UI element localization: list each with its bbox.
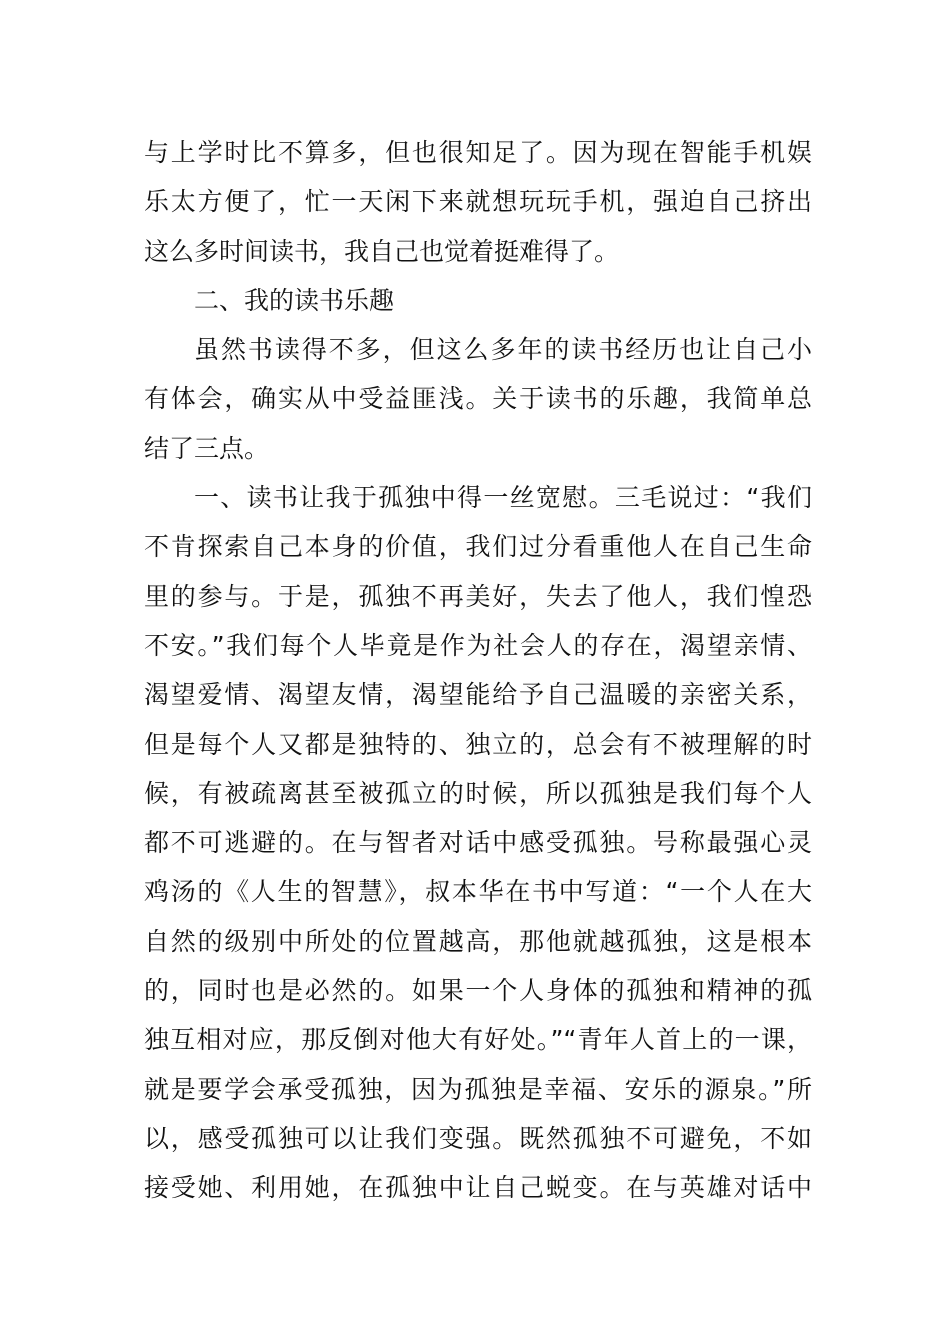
text-line: 但是每个人又都是独特的、独立的，总会有不被理解的时 <box>144 729 812 759</box>
text-line: 以，感受孤独可以让我们变强。既然孤独不可避免，不如 <box>144 1123 812 1153</box>
section-heading: 二、我的读书乐趣 <box>194 285 395 315</box>
text-line: 里的参与。于是，孤独不再美好，失去了他人，我们惶恐 <box>144 581 812 611</box>
text-line: 结了三点。 <box>144 433 270 463</box>
text-line: 就是要学会承受孤独，因为孤独是幸福、安乐的源泉。”所 <box>144 1074 812 1104</box>
text-line: 渴望爱情、渴望友情，渴望能给予自己温暖的亲密关系， <box>144 680 812 710</box>
text-line: 的，同时也是必然的。如果一个人身体的孤独和精神的孤 <box>144 976 812 1006</box>
text-line: 乐太方便了，忙一天闲下来就想玩玩手机，强迫自己挤出 <box>144 187 812 217</box>
text-line: 一、读书让我于孤独中得一丝宽慰。三毛说过：“我们 <box>194 483 812 513</box>
text-line: 自然的级别中所处的位置越高，那他就越孤独，这是根本 <box>144 926 812 956</box>
text-line: 鸡汤的《人生的智慧》，叔本华在书中写道：“一个人在大 <box>144 877 812 907</box>
text-line: 独互相对应，那反倒对他大有好处。”“青年人首上的一课， <box>144 1025 812 1055</box>
text-line: 都不可逃避的。在与智者对话中感受孤独。号称最强心灵 <box>144 828 812 858</box>
text-line: 这么多时间读书，我自己也觉着挺难得了。 <box>144 236 620 266</box>
text-line: 有体会，确实从中受益匪浅。关于读书的乐趣，我简单总 <box>144 384 812 414</box>
text-line: 与上学时比不算多，但也很知足了。因为现在智能手机娱 <box>144 138 812 167</box>
text-line: 候，有被疏离甚至被孤立的时候，所以孤独是我们每个人 <box>144 778 812 808</box>
text-line: 不安。”我们每个人毕竟是作为社会人的存在，渴望亲情、 <box>144 630 812 660</box>
document-body <box>144 128 812 1213</box>
text-line: 虽然书读得不多，但这么多年的读书经历也让自己小 <box>194 335 812 365</box>
text-line: 接受她、利用她，在孤独中让自己蜕变。在与英雄对话中 <box>144 1173 812 1203</box>
text-line: 不肯探索自己本身的价值，我们过分看重他人在自己生命 <box>144 532 812 562</box>
